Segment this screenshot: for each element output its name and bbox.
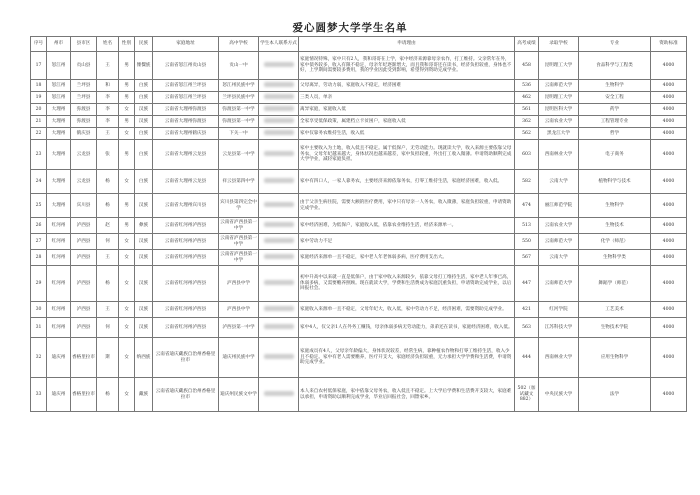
redacted-phone bbox=[264, 391, 294, 396]
high-school-cell: 泸西县中学 bbox=[219, 266, 259, 302]
funding-cell: 4000 bbox=[651, 302, 687, 318]
score-cell: 362 bbox=[515, 116, 539, 128]
table-row bbox=[31, 378, 687, 412]
score-cell: 582 bbox=[515, 170, 539, 194]
score-cell: 474 bbox=[515, 194, 539, 218]
funding-cell: 4000 bbox=[651, 234, 687, 250]
score-cell: 567 bbox=[515, 250, 539, 266]
address-cell: 云南省红河州泸西县 bbox=[153, 250, 219, 266]
county-cell: 兰坪县 bbox=[71, 80, 97, 92]
major-cell: 应用生物科学 bbox=[579, 338, 651, 378]
table-row bbox=[31, 266, 687, 302]
ethnicity-cell: 白族 bbox=[135, 170, 153, 194]
name-cell: 赵 bbox=[97, 218, 119, 234]
contact-cell bbox=[259, 234, 299, 250]
name-cell: 和 bbox=[97, 80, 119, 92]
contact-cell bbox=[259, 140, 299, 170]
row-number: 31 bbox=[31, 318, 47, 338]
reason-cell: 家庭经济来源单一且不稳定，家中老人年老体弱多病，医疗费用支出大。 bbox=[299, 250, 515, 266]
address-cell: 云南省红河州泸西县 bbox=[153, 302, 219, 318]
ethnicity-cell: 彝族 bbox=[135, 218, 153, 234]
row-number: 18 bbox=[31, 80, 47, 92]
funding-cell: 4000 bbox=[651, 170, 687, 194]
row-number: 29 bbox=[31, 266, 47, 302]
score-cell: 513 bbox=[515, 218, 539, 234]
reason-cell: 家中劳动力不足 bbox=[299, 234, 515, 250]
row-number: 28 bbox=[31, 250, 47, 266]
major-cell: 化学（师范） bbox=[579, 234, 651, 250]
funding-cell: 4000 bbox=[651, 80, 687, 92]
high-school-cell: 祥云县第四中学 bbox=[219, 170, 259, 194]
reason-cell: 家中经济困难，为低保户，家庭收入低，依靠农业维持生活，经济来源单一。 bbox=[299, 218, 515, 234]
county-cell: 兰坪县 bbox=[71, 92, 97, 104]
score-cell: 562 bbox=[515, 128, 539, 140]
score-cell: 462 bbox=[515, 92, 539, 104]
ethnicity-cell: 汉族 bbox=[135, 318, 153, 338]
high-school-cell: 迪庆州民族中学 bbox=[219, 338, 259, 378]
name-cell: 斯 bbox=[97, 338, 119, 378]
header-cell: 学生本人联系方式 bbox=[259, 37, 299, 52]
major-cell: 工程管理专业 bbox=[579, 116, 651, 128]
county-cell: 香格里拉市 bbox=[71, 338, 97, 378]
header-cell: 州市 bbox=[47, 37, 71, 52]
college-cell: 丽江师范学院 bbox=[539, 194, 579, 218]
gender-cell: 女 bbox=[119, 170, 135, 194]
prefecture-cell: 红河州 bbox=[47, 302, 71, 318]
county-cell: 泸西县 bbox=[71, 250, 97, 266]
ethnicity-cell: 汉族 bbox=[135, 104, 153, 116]
funding-cell: 4000 bbox=[651, 194, 687, 218]
contact-cell bbox=[259, 104, 299, 116]
funding-cell: 4000 bbox=[651, 266, 687, 302]
prefecture-cell: 大理州 bbox=[47, 140, 71, 170]
table-row bbox=[31, 92, 687, 104]
table-row bbox=[31, 140, 687, 170]
name-cell: 张 bbox=[97, 140, 119, 170]
contact-cell bbox=[259, 52, 299, 80]
ethnicity-cell: 白族 bbox=[135, 140, 153, 170]
ethnicity-cell: 汉族 bbox=[135, 266, 153, 302]
funding-cell: 4000 bbox=[651, 250, 687, 266]
address-cell: 云南省怒江州贡山县 bbox=[153, 52, 219, 80]
contact-cell bbox=[259, 80, 299, 92]
high-school-cell: 泸西县中学 bbox=[219, 302, 259, 318]
ethnicity-cell: 汉族 bbox=[135, 302, 153, 318]
funding-cell: 4000 bbox=[651, 92, 687, 104]
ethnicity-cell: 白族 bbox=[135, 80, 153, 92]
contact-cell bbox=[259, 218, 299, 234]
score-cell: 536 bbox=[515, 80, 539, 92]
table-row bbox=[31, 218, 687, 234]
high-school-cell: 宾川县第四完全中学 bbox=[219, 194, 259, 218]
major-cell: 生物科学 bbox=[579, 80, 651, 92]
prefecture-cell: 怒江州 bbox=[47, 52, 71, 80]
table-row bbox=[31, 338, 687, 378]
header-cell: 序号 bbox=[31, 37, 47, 52]
name-cell: 杨 bbox=[97, 194, 119, 218]
row-number: 33 bbox=[31, 378, 47, 412]
address-cell: 云南省大理州鹤庆县 bbox=[153, 128, 219, 140]
ethnicity-cell: 汉族 bbox=[135, 250, 153, 266]
prefecture-cell: 怒江州 bbox=[47, 92, 71, 104]
prefecture-cell: 红河州 bbox=[47, 318, 71, 338]
college-cell: 西南林业大学 bbox=[539, 140, 579, 170]
table-row bbox=[31, 104, 687, 116]
name-cell: 何 bbox=[97, 318, 119, 338]
high-school-cell: 云龙县第一中学 bbox=[219, 140, 259, 170]
row-number: 20 bbox=[31, 104, 47, 116]
college-cell: 云南师范大学 bbox=[539, 266, 579, 302]
redacted-phone bbox=[264, 222, 294, 227]
major-cell: 安全工程 bbox=[579, 92, 651, 104]
reason-cell: 父母离异，劳动力弱，家庭收入不稳定，经济困难 bbox=[299, 80, 515, 92]
score-cell: 603 bbox=[515, 140, 539, 170]
county-cell: 泸西县 bbox=[71, 266, 97, 302]
college-cell: 云南农业大学 bbox=[539, 218, 579, 234]
name-cell: 李 bbox=[97, 116, 119, 128]
redacted-phone bbox=[264, 62, 294, 67]
name-cell: 杨 bbox=[97, 378, 119, 412]
prefecture-cell: 大理州 bbox=[47, 128, 71, 140]
high-school-cell: 泸西县第一中学 bbox=[219, 318, 259, 338]
address-cell: 云南省大理州弥渡县 bbox=[153, 104, 219, 116]
gender-cell: 男 bbox=[119, 92, 135, 104]
table-row bbox=[31, 128, 687, 140]
gender-cell: 男 bbox=[119, 194, 135, 218]
ethnicity-cell: 藏族 bbox=[135, 378, 153, 412]
major-cell: 植物科学与技术 bbox=[579, 170, 651, 194]
name-cell: 王 bbox=[97, 128, 119, 140]
header-cell: 专业 bbox=[579, 37, 651, 52]
gender-cell: 男 bbox=[119, 52, 135, 80]
prefecture-cell: 迪庆州 bbox=[47, 378, 71, 412]
college-cell: 西南林业大学 bbox=[539, 338, 579, 378]
funding-cell: 4000 bbox=[651, 140, 687, 170]
gender-cell: 女 bbox=[119, 318, 135, 338]
score-cell: 421 bbox=[515, 302, 539, 318]
ethnicity-cell: 白族 bbox=[135, 92, 153, 104]
reason-cell: 家中有四口人，一家人靠务农，主要经济来源依靠务农，打零工维持生活，家庭经济困难，收入低。 bbox=[299, 170, 515, 194]
header-cell: 姓名 bbox=[97, 37, 119, 52]
college-cell: 红河学院 bbox=[539, 302, 579, 318]
contact-cell bbox=[259, 318, 299, 338]
major-cell: 食品科学与工程类 bbox=[579, 52, 651, 80]
gender-cell: 男 bbox=[119, 140, 135, 170]
address-cell: 云南省红河州泸西县 bbox=[153, 318, 219, 338]
redacted-phone bbox=[264, 324, 294, 329]
header-cell: 县市区 bbox=[71, 37, 97, 52]
contact-cell bbox=[259, 194, 299, 218]
header-cell: 高中学校 bbox=[219, 37, 259, 52]
high-school-cell: 云南省泸西县第一中学 bbox=[219, 250, 259, 266]
redacted-phone bbox=[264, 82, 294, 87]
reason-cell: 家庭成员有4人，父母亲年龄偏大，身体状况较差，经常生病，靠种植农作物和打零工维持生活，收入少且不稳定。家中有老人需要赡养，医疗开支大，家庭经济负担较重，无力承担大学学费和生活费，申请资助完成学业。 bbox=[299, 338, 515, 378]
name-cell: 何 bbox=[97, 234, 119, 250]
reason-cell: 全家享受低保政策，属建档立卡贫困户，家庭收入低 bbox=[299, 116, 515, 128]
college-cell: 江苏科技大学 bbox=[539, 318, 579, 338]
funding-cell: 4000 bbox=[651, 218, 687, 234]
high-school-cell: 云南省泸西县第一中学 bbox=[219, 218, 259, 234]
row-number: 26 bbox=[31, 218, 47, 234]
header-cell: 申请理由 bbox=[299, 37, 515, 52]
header-cell: 家庭地址 bbox=[153, 37, 219, 52]
table-row bbox=[31, 52, 687, 80]
row-number: 32 bbox=[31, 338, 47, 378]
high-school-cell: 迪庆州民族文中学 bbox=[219, 378, 259, 412]
gender-cell: 男 bbox=[119, 80, 135, 92]
prefecture-cell: 大理州 bbox=[47, 170, 71, 194]
redacted-phone bbox=[264, 94, 294, 99]
high-school-cell: 云南省泸西县第一中学 bbox=[219, 234, 259, 250]
contact-cell bbox=[259, 302, 299, 318]
gender-cell: 男 bbox=[119, 218, 135, 234]
row-number: 25 bbox=[31, 194, 47, 218]
college-cell: 中央民族大学 bbox=[539, 378, 579, 412]
college-cell: 云南农业大学 bbox=[539, 116, 579, 128]
score-cell: 447 bbox=[515, 266, 539, 302]
header-cell: 资助标准 bbox=[651, 37, 687, 52]
county-cell: 云龙县 bbox=[71, 140, 97, 170]
county-cell: 贡山县 bbox=[71, 52, 97, 80]
major-cell: 工艺美术 bbox=[579, 302, 651, 318]
ethnicity-cell: 傈僳族 bbox=[135, 52, 153, 80]
contact-cell bbox=[259, 92, 299, 104]
redacted-phone bbox=[264, 238, 294, 243]
redacted-phone bbox=[264, 151, 294, 156]
table-row bbox=[31, 170, 687, 194]
major-cell: 舞蹈学（师范） bbox=[579, 266, 651, 302]
college-cell: 云南师范大学 bbox=[539, 80, 579, 92]
table-row bbox=[31, 116, 687, 128]
prefecture-cell: 红河州 bbox=[47, 218, 71, 234]
county-cell: 弥渡县 bbox=[71, 104, 97, 116]
contact-cell bbox=[259, 338, 299, 378]
ethnicity-cell: 纳西族 bbox=[135, 338, 153, 378]
address-cell: 云南省大理州云龙县 bbox=[153, 140, 219, 170]
row-number: 21 bbox=[31, 116, 47, 128]
name-cell: 王 bbox=[97, 302, 119, 318]
reason-cell: 家庭情况特殊，家中只有2人，我和哥哥在上学，家中经济来源靠母亲农作，打工维持。父亲常年在外，家中债务较多，收入有限不稳定，母亲年纪逐渐增大，而且我和哥哥还在读书，经济负担较重，身体也不好，上学期间需要较多费用，我的学业因此受到影响，希望得到资助完成学业。 bbox=[299, 52, 515, 80]
reason-cell: 离异家庭，家庭收入低 bbox=[299, 104, 515, 116]
contact-cell bbox=[259, 250, 299, 266]
high-school-cell: 怒江州民族中学 bbox=[219, 80, 259, 92]
table-body bbox=[31, 52, 687, 412]
major-cell: 生物技术 bbox=[579, 218, 651, 234]
county-cell: 宾川县 bbox=[71, 194, 97, 218]
redacted-phone bbox=[264, 106, 294, 111]
score-cell: 458 bbox=[515, 52, 539, 80]
reason-cell: 家中仅靠务农维持生活，收入低 bbox=[299, 128, 515, 140]
gender-cell: 女 bbox=[119, 234, 135, 250]
row-number: 19 bbox=[31, 92, 47, 104]
table-header-row bbox=[31, 37, 687, 52]
header-cell: 性别 bbox=[119, 37, 135, 52]
reason-cell: 家庭收入来源单一且不稳定，父母年纪大，收入低，家中劳动力不足，经济困难，需要资助完成学业。 bbox=[299, 302, 515, 318]
college-cell: 昆明理工大学 bbox=[539, 52, 579, 80]
gender-cell: 女 bbox=[119, 104, 135, 116]
score-cell: 563 bbox=[515, 318, 539, 338]
major-cell: 法学 bbox=[579, 378, 651, 412]
gender-cell: 女 bbox=[119, 338, 135, 378]
college-cell: 云南师范大学 bbox=[539, 234, 579, 250]
county-cell: 鹤庆县 bbox=[71, 128, 97, 140]
row-number: 24 bbox=[31, 170, 47, 194]
high-school-cell: 贡山一中 bbox=[219, 52, 259, 80]
prefecture-cell: 红河州 bbox=[47, 250, 71, 266]
ethnicity-cell: 汉族 bbox=[135, 194, 153, 218]
prefecture-cell: 大理州 bbox=[47, 194, 71, 218]
address-cell: 云南省红河州泸西县 bbox=[153, 234, 219, 250]
row-number: 23 bbox=[31, 140, 47, 170]
county-cell: 云龙县 bbox=[71, 170, 97, 194]
redacted-phone bbox=[264, 130, 294, 135]
college-cell: 昆明理工大学 bbox=[539, 92, 579, 104]
address-cell: 云南省迪庆藏族自治州香格里拉市 bbox=[153, 378, 219, 412]
table-row bbox=[31, 194, 687, 218]
document-title: 爱心圆梦大学学生名单 bbox=[292, 22, 408, 34]
header-cell: 民族 bbox=[135, 37, 153, 52]
address-cell: 云南省大理州弥渡县 bbox=[153, 116, 219, 128]
high-school-cell: 弥渡县第一中学 bbox=[219, 116, 259, 128]
major-cell: 生物科学 bbox=[579, 194, 651, 218]
gender-cell: 女 bbox=[119, 266, 135, 302]
ethnicity-cell: 汉族 bbox=[135, 116, 153, 128]
major-cell: 哲学 bbox=[579, 128, 651, 140]
gender-cell: 女 bbox=[119, 302, 135, 318]
reason-cell: 家中主要收入为土地，收入低且不稳定。属于低保户，无劳动能力。现就读大学，收入来源主要依靠父母务农，父母年纪越来越大，身体状况也越来越差，家中负担较重，外出打工收入微薄。申请资助顺利完成大学学业，减轻家庭负担。 bbox=[299, 140, 515, 170]
header-cell: 录取学校 bbox=[539, 37, 579, 52]
county-cell: 弥渡县 bbox=[71, 116, 97, 128]
table-row bbox=[31, 250, 687, 266]
high-school-cell: 兰坪县民族中学 bbox=[219, 92, 259, 104]
redacted-phone bbox=[264, 202, 294, 207]
student-table bbox=[30, 36, 687, 412]
college-cell: 云南大学 bbox=[539, 250, 579, 266]
score-cell: 550 bbox=[515, 234, 539, 250]
funding-cell: 4000 bbox=[651, 52, 687, 80]
name-cell: 李 bbox=[97, 104, 119, 116]
redacted-phone bbox=[264, 280, 294, 285]
contact-cell bbox=[259, 266, 299, 302]
score-cell: 444 bbox=[515, 338, 539, 378]
address-cell: 云南省怒江州兰坪县 bbox=[153, 92, 219, 104]
gender-cell: 女 bbox=[119, 378, 135, 412]
major-cell: 生物技术学院 bbox=[579, 318, 651, 338]
redacted-phone bbox=[264, 354, 294, 359]
county-cell: 泸西县 bbox=[71, 318, 97, 338]
gender-cell: 女 bbox=[119, 128, 135, 140]
table-row bbox=[31, 302, 687, 318]
major-cell: 药学 bbox=[579, 104, 651, 116]
redacted-phone bbox=[264, 118, 294, 123]
row-number: 27 bbox=[31, 234, 47, 250]
address-cell: 云南省迪庆藏族自治州香格里拉市 bbox=[153, 338, 219, 378]
redacted-phone bbox=[264, 254, 294, 259]
gender-cell: 女 bbox=[119, 250, 135, 266]
row-number: 22 bbox=[31, 128, 47, 140]
funding-cell: 4000 bbox=[651, 338, 687, 378]
name-cell: 王 bbox=[97, 52, 119, 80]
ethnicity-cell: 汉族 bbox=[135, 234, 153, 250]
prefecture-cell: 红河州 bbox=[47, 266, 71, 302]
college-cell: 黑龙江大学 bbox=[539, 128, 579, 140]
address-cell: 云南省怒江州兰坪县 bbox=[153, 80, 219, 92]
reason-cell: 本人来自农村低保家庭，家中依靠父母务农，收入低且不稳定。上大学后学费和生活费开支较大，家庭难以承担，申请资助以顺利完成学业，毕业后回报社会，回馈家乡。 bbox=[299, 378, 515, 412]
high-school-cell: 弥渡县第一中学 bbox=[219, 104, 259, 116]
prefecture-cell: 大理州 bbox=[47, 104, 71, 116]
funding-cell: 4000 bbox=[651, 128, 687, 140]
reason-cell: 由于父亲生病住院，需要大额的医疗费用，家中只有母亲一人务农，收入微薄，家庭负担较重，申请资助完成学业。 bbox=[299, 194, 515, 218]
address-cell: 云南省红河州泸西县 bbox=[153, 218, 219, 234]
contact-cell bbox=[259, 378, 299, 412]
gender-cell: 男 bbox=[119, 116, 135, 128]
redacted-phone bbox=[264, 306, 294, 311]
high-school-cell: 下关一中 bbox=[219, 128, 259, 140]
reason-cell: 家中4人，仅父亲1人在外务工赚钱，母亲体弱多病无劳动能力，弟弟还在读书，家庭经济困难，收入低。 bbox=[299, 318, 515, 338]
address-cell: 云南省大理州云龙县 bbox=[153, 170, 219, 194]
name-cell: 杨 bbox=[97, 170, 119, 194]
funding-cell: 4000 bbox=[651, 378, 687, 412]
funding-cell: 4000 bbox=[651, 116, 687, 128]
funding-cell: 4000 bbox=[651, 104, 687, 116]
prefecture-cell: 迪庆州 bbox=[47, 338, 71, 378]
name-cell: 杨 bbox=[97, 266, 119, 302]
row-number: 17 bbox=[31, 52, 47, 80]
funding-cell: 4000 bbox=[651, 318, 687, 338]
contact-cell bbox=[259, 170, 299, 194]
reason-cell: 三类人员，单亲 bbox=[299, 92, 515, 104]
ethnicity-cell: 白族 bbox=[135, 128, 153, 140]
county-cell: 泸西县 bbox=[71, 218, 97, 234]
prefecture-cell: 怒江州 bbox=[47, 80, 71, 92]
table-row bbox=[31, 80, 687, 92]
redacted-phone bbox=[264, 178, 294, 183]
score-cell: 561 bbox=[515, 104, 539, 116]
name-cell: 李 bbox=[97, 92, 119, 104]
reason-cell: 初中升高中以来就一直是低保户，由于家中收入来源较少，依靠父母打工维持生活，家中老人年事已高，体弱多病，又需要赡养照顾。现在就读大学，学费和生活费成为家庭沉重负担，申请资助完成学业，以后回报社会。 bbox=[299, 266, 515, 302]
contact-cell bbox=[259, 128, 299, 140]
name-cell: 王 bbox=[97, 250, 119, 266]
contact-cell bbox=[259, 116, 299, 128]
header-cell: 高考成绩 bbox=[515, 37, 539, 52]
score-cell: 502（加试藏文882） bbox=[515, 378, 539, 412]
address-cell: 云南省大理州宾川县 bbox=[153, 194, 219, 218]
college-cell: 昆明医科大学 bbox=[539, 104, 579, 116]
county-cell: 泸西县 bbox=[71, 234, 97, 250]
major-cell: 电子商务 bbox=[579, 140, 651, 170]
county-cell: 泸西县 bbox=[71, 302, 97, 318]
row-number: 30 bbox=[31, 302, 47, 318]
table-row bbox=[31, 318, 687, 338]
address-cell: 云南省红河州泸西县 bbox=[153, 266, 219, 302]
college-cell: 云南大学 bbox=[539, 170, 579, 194]
prefecture-cell: 大理州 bbox=[47, 116, 71, 128]
prefecture-cell: 红河州 bbox=[47, 234, 71, 250]
county-cell: 香格里拉市 bbox=[71, 378, 97, 412]
major-cell: 生物科学类 bbox=[579, 250, 651, 266]
table-row bbox=[31, 234, 687, 250]
